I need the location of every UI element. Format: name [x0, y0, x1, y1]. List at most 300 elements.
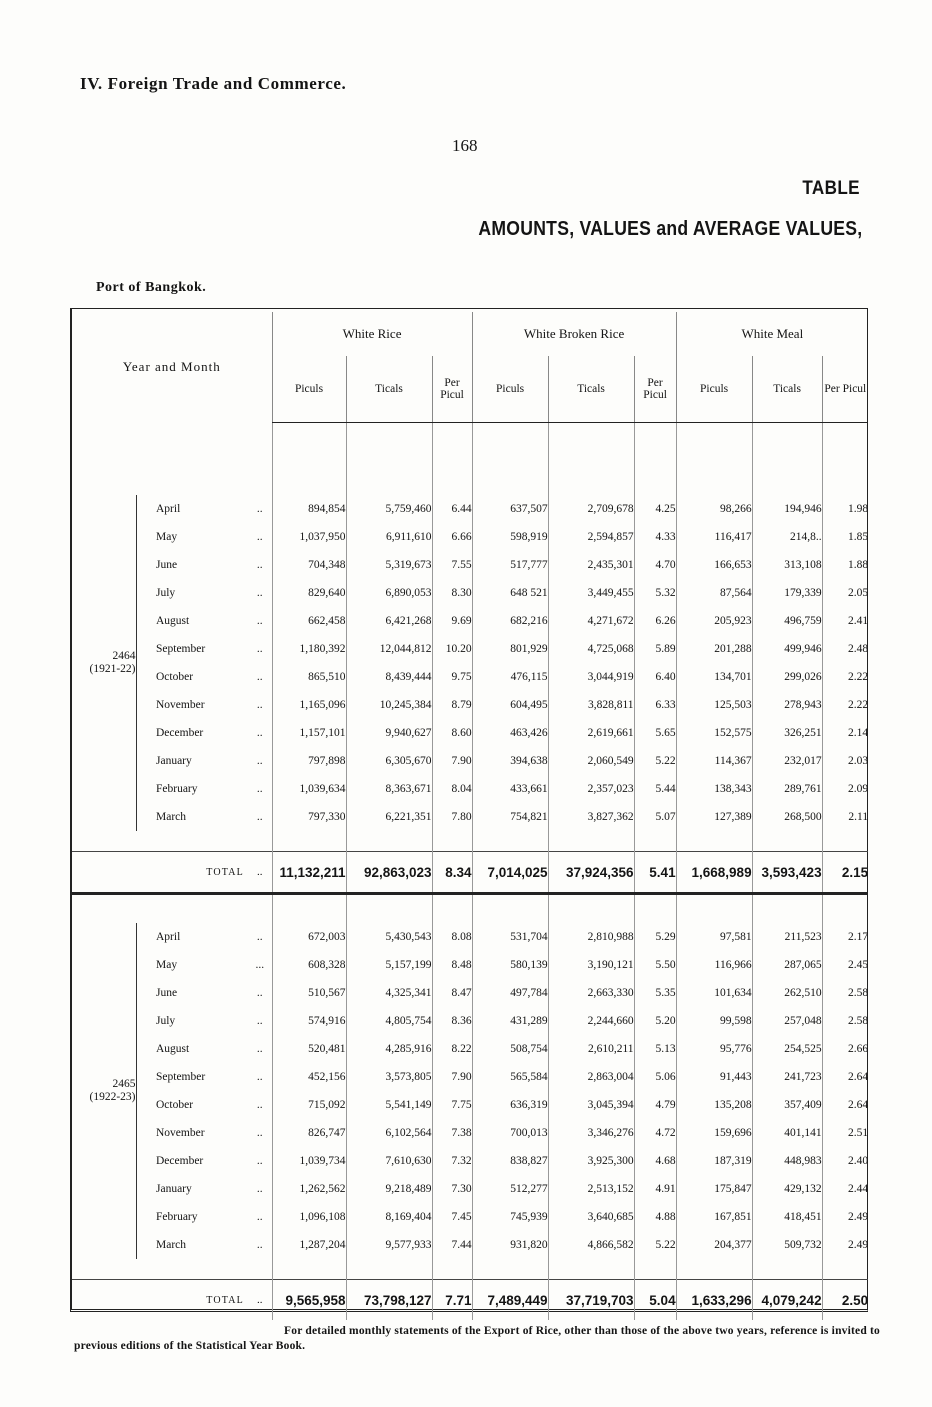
month-label: October: [156, 1099, 194, 1111]
wr-ticals-cell: 7,610,630: [346, 1147, 432, 1175]
wr-ticals-cell: 6,421,268: [346, 607, 432, 635]
wm-piculs-cell: 135,208: [676, 1091, 752, 1119]
wm-ticals-cell: 211,523: [752, 923, 822, 951]
wr-per-picul-cell: 7.75: [432, 1091, 472, 1119]
wbr-per-picul-cell: 5.13: [634, 1035, 676, 1063]
wr-per-picul-cell: 8.47: [432, 979, 472, 1007]
leader-dots: ..: [256, 987, 263, 999]
wr-per-picul-cell: 7.32: [432, 1147, 472, 1175]
wm-per-picul-cell: 2.05: [822, 579, 868, 607]
wbr-per-picul-cell: 4.91: [634, 1175, 676, 1203]
table-label: TABLE: [802, 178, 860, 199]
page-number: 168: [452, 136, 478, 155]
table-row: [72, 579, 868, 607]
leader-dots: ..: [256, 1127, 263, 1139]
spacer-row: [72, 831, 868, 852]
wm-per-picul-cell: 2.66: [822, 1035, 868, 1063]
wr-piculs-cell: 520,481: [272, 1035, 346, 1063]
wm-ticals-cell: 401,141: [752, 1119, 822, 1147]
wm-per-picul-cell: 2.40: [822, 1147, 868, 1175]
wr-per-picul-cell: 7.90: [432, 747, 472, 775]
wbr-per-picul-cell: 5.32: [634, 579, 676, 607]
wbr-ticals-total: 37,924,356: [548, 852, 634, 894]
wbr-ticals-cell: 3,044,919: [548, 663, 634, 691]
wm-piculs-total: 1,633,296: [676, 1280, 752, 1321]
wm-per-picul-cell: 2.58: [822, 1007, 868, 1035]
wbr-ticals-cell: 2,709,678: [548, 495, 634, 523]
wm-ticals-cell: 499,946: [752, 635, 822, 663]
year-be: 2465: [112, 1078, 136, 1090]
wr-ticals-cell: 6,911,610: [346, 523, 432, 551]
month-label: October: [156, 671, 194, 683]
wr-piculs-cell: 797,898: [272, 747, 346, 775]
wbr-per-picul-cell: 4.72: [634, 1119, 676, 1147]
wr-piculs-total: 9,565,958: [272, 1280, 346, 1321]
wm-ticals-cell: 179,339: [752, 579, 822, 607]
wm-ticals-total: 4,079,242: [752, 1280, 822, 1321]
wr-piculs-cell: 1,096,108: [272, 1203, 346, 1231]
wr-ticals-cell: 8,169,404: [346, 1203, 432, 1231]
month-label: May: [156, 959, 178, 971]
footnote-line-2: previous editions of the Statistical Year Book.: [74, 1340, 306, 1352]
wbr-piculs-cell: 801,929: [472, 635, 548, 663]
port-label: Port of Bangkok.: [96, 280, 207, 295]
wm-per-picul-cell: 2.09: [822, 775, 868, 803]
leader-dots: ..: [256, 1099, 263, 1111]
wm-piculs-cell: 187,319: [676, 1147, 752, 1175]
table-row: [72, 747, 868, 775]
wbr-per-picul-cell: 6.40: [634, 663, 676, 691]
wbr-per-picul-cell: 5.35: [634, 979, 676, 1007]
leader-dots: ..: [256, 671, 263, 683]
month-label: June: [156, 559, 178, 571]
wbr-piculs-cell: 636,319: [472, 1091, 548, 1119]
wm-piculs-cell: 95,776: [676, 1035, 752, 1063]
wbr-per-picul-cell: 5.22: [634, 1231, 676, 1259]
wbr-ticals-cell: 3,449,455: [548, 579, 634, 607]
wbr-per-picul-cell: 5.07: [634, 803, 676, 831]
wr-ticals-cell: 9,218,489: [346, 1175, 432, 1203]
wbr-per-picul-header: Per Picul: [634, 356, 676, 423]
wbr-piculs-cell: 433,661: [472, 775, 548, 803]
wr-per-picul-cell: 7.80: [432, 803, 472, 831]
wbr-per-picul-cell: 5.89: [634, 635, 676, 663]
wm-piculs-cell: 205,923: [676, 607, 752, 635]
rice-export-table: [72, 312, 868, 1320]
wbr-ticals-cell: 4,725,068: [548, 635, 634, 663]
leader-dots: ..: [256, 1183, 263, 1195]
wbr-per-picul-cell: 5.65: [634, 719, 676, 747]
wr-piculs-cell: 608,328: [272, 951, 346, 979]
wm-per-picul-cell: 2.58: [822, 979, 868, 1007]
wr-ticals-cell: 4,805,754: [346, 1007, 432, 1035]
wr-per-picul-cell: 7.30: [432, 1175, 472, 1203]
wm-piculs-cell: 114,367: [676, 747, 752, 775]
wbr-ticals-cell: 2,810,988: [548, 923, 634, 951]
wr-ticals-cell: 6,305,670: [346, 747, 432, 775]
month-label: April: [156, 503, 181, 515]
table-row: [72, 923, 868, 951]
leader-dots: ..: [256, 559, 263, 571]
wm-piculs-cell: 116,417: [676, 523, 752, 551]
month-label: August: [156, 1043, 190, 1055]
table-row: [72, 1119, 868, 1147]
wm-per-picul-cell: 2.14: [822, 719, 868, 747]
wm-piculs-cell: 152,575: [676, 719, 752, 747]
white-broken-rice-header: White Broken Rice: [472, 312, 676, 356]
total-label: TOTAL: [72, 852, 248, 894]
wr-per-picul-cell: 8.22: [432, 1035, 472, 1063]
wr-piculs-cell: 829,640: [272, 579, 346, 607]
wbr-ticals-header: Ticals: [548, 356, 634, 423]
table-row: [72, 635, 868, 663]
wm-per-picul-cell: 2.49: [822, 1203, 868, 1231]
wr-per-picul-cell: 8.79: [432, 691, 472, 719]
wr-ticals-cell: 8,439,444: [346, 663, 432, 691]
wm-ticals-cell: 241,723: [752, 1063, 822, 1091]
month-label: May: [156, 531, 178, 543]
wr-ticals-cell: 5,157,199: [346, 951, 432, 979]
wbr-ticals-cell: 2,060,549: [548, 747, 634, 775]
year-ce: (1921-22): [89, 663, 136, 675]
wbr-ticals-total: 37,719,703: [548, 1280, 634, 1321]
month-label: September: [156, 1071, 206, 1083]
wr-per-picul-cell: 8.30: [432, 579, 472, 607]
month-label: June: [156, 987, 178, 999]
table-row: [72, 523, 868, 551]
month-label: November: [156, 699, 205, 711]
table-row: [72, 775, 868, 803]
wr-ticals-cell: 4,285,916: [346, 1035, 432, 1063]
wm-ticals-cell: 194,946: [752, 495, 822, 523]
table-row: [72, 1063, 868, 1091]
wbr-ticals-cell: 2,357,023: [548, 775, 634, 803]
wm-ticals-cell: 268,500: [752, 803, 822, 831]
month-label: January: [156, 755, 192, 767]
wbr-ticals-cell: 2,610,211: [548, 1035, 634, 1063]
wr-piculs-cell: 662,458: [272, 607, 346, 635]
wbr-piculs-cell: 517,777: [472, 551, 548, 579]
section-title: IV. Foreign Trade and Commerce.: [80, 74, 347, 93]
white-rice-header: White Rice: [272, 312, 472, 356]
wr-piculs-cell: 865,510: [272, 663, 346, 691]
leader-dots: ..: [256, 1211, 263, 1223]
wbr-ticals-cell: 2,619,661: [548, 719, 634, 747]
wm-piculs-cell: 98,266: [676, 495, 752, 523]
wr-ticals-cell: 5,430,543: [346, 923, 432, 951]
year-month-header: Year and Month: [122, 359, 221, 375]
wm-piculs-cell: 125,503: [676, 691, 752, 719]
wm-per-picul-cell: 2.22: [822, 691, 868, 719]
wm-ticals-header: Ticals: [752, 356, 822, 423]
wm-piculs-cell: 204,377: [676, 1231, 752, 1259]
leader-dots: ..: [256, 503, 263, 515]
wbr-per-picul-cell: 5.22: [634, 747, 676, 775]
wbr-piculs-cell: 394,638: [472, 747, 548, 775]
leader-dots: ..: [256, 587, 263, 599]
wr-per-picul-cell: 8.48: [432, 951, 472, 979]
wr-piculs-cell: 715,092: [272, 1091, 346, 1119]
wr-piculs-cell: 1,262,562: [272, 1175, 346, 1203]
wr-piculs-cell: 452,156: [272, 1063, 346, 1091]
wr-per-picul-total: 7.71: [432, 1280, 472, 1321]
wbr-per-picul-total: 5.04: [634, 1280, 676, 1321]
leader-dots: ..: [256, 531, 263, 543]
wm-per-picul-cell: 2.51: [822, 1119, 868, 1147]
wbr-piculs-cell: 431,289: [472, 1007, 548, 1035]
wm-per-picul-cell: 1.88: [822, 551, 868, 579]
wr-ticals-cell: 6,221,351: [346, 803, 432, 831]
wm-per-picul-cell: 1.98: [822, 495, 868, 523]
wbr-per-picul-cell: 6.26: [634, 607, 676, 635]
wr-per-picul-cell: 7.45: [432, 1203, 472, 1231]
wm-piculs-cell: 201,288: [676, 635, 752, 663]
wbr-per-picul-cell: 4.70: [634, 551, 676, 579]
wm-ticals-cell: 299,026: [752, 663, 822, 691]
wm-piculs-cell: 166,653: [676, 551, 752, 579]
total-row: [72, 852, 868, 894]
wr-piculs-cell: 826,747: [272, 1119, 346, 1147]
leader-dots: ..: [256, 699, 263, 711]
wm-piculs-cell: 101,634: [676, 979, 752, 1007]
table-row: [72, 1035, 868, 1063]
wbr-piculs-cell: 531,704: [472, 923, 548, 951]
wr-piculs-total: 11,132,211: [272, 852, 346, 894]
month-label: March: [156, 1239, 187, 1251]
wm-ticals-cell: 509,732: [752, 1231, 822, 1259]
month-label: February: [156, 783, 198, 795]
wm-per-picul-cell: 2.64: [822, 1063, 868, 1091]
wm-ticals-cell: 496,759: [752, 607, 822, 635]
leader-dots: ..: [248, 852, 272, 894]
wm-ticals-cell: 448,983: [752, 1147, 822, 1175]
table-row: [72, 1091, 868, 1119]
wr-ticals-cell: 5,541,149: [346, 1091, 432, 1119]
wm-ticals-cell: 326,251: [752, 719, 822, 747]
wr-per-picul-cell: 6.66: [432, 523, 472, 551]
wbr-per-picul-cell: 5.50: [634, 951, 676, 979]
wbr-per-picul-cell: 4.33: [634, 523, 676, 551]
leader-dots: ..: [256, 643, 263, 655]
table-row: [72, 1147, 868, 1175]
wm-per-picul-cell: 2.49: [822, 1231, 868, 1259]
wbr-piculs-cell: 508,754: [472, 1035, 548, 1063]
month-label: September: [156, 643, 206, 655]
wbr-piculs-cell: 565,584: [472, 1063, 548, 1091]
table-row: [72, 551, 868, 579]
wbr-piculs-cell: 745,939: [472, 1203, 548, 1231]
wbr-per-picul-cell: 5.44: [634, 775, 676, 803]
wm-piculs-cell: 91,443: [676, 1063, 752, 1091]
wr-ticals-cell: 5,759,460: [346, 495, 432, 523]
month-label: January: [156, 1183, 192, 1195]
wr-per-picul-cell: 8.60: [432, 719, 472, 747]
wr-piculs-cell: 1,180,392: [272, 635, 346, 663]
wm-piculs-cell: 134,701: [676, 663, 752, 691]
leader-dots: ..: [256, 1071, 263, 1083]
footnote-line-1: For detailed monthly statements of the Export of Rice, other than those of the above two years, reference is invited to: [284, 1325, 880, 1337]
table-row: [72, 803, 868, 831]
wm-ticals-cell: 357,409: [752, 1091, 822, 1119]
leader-dots: ..: [256, 1239, 263, 1251]
leader-dots: ..: [256, 783, 263, 795]
leader-dots: ...: [255, 959, 265, 971]
month-label: November: [156, 1127, 205, 1139]
total-row: [72, 1280, 868, 1321]
spacer-row: [72, 1259, 868, 1280]
wr-ticals-cell: 8,363,671: [346, 775, 432, 803]
wr-per-picul-cell: 7.38: [432, 1119, 472, 1147]
wm-piculs-cell: 116,966: [676, 951, 752, 979]
wbr-per-picul-cell: 5.20: [634, 1007, 676, 1035]
wm-piculs-cell: 167,851: [676, 1203, 752, 1231]
wm-ticals-cell: 429,132: [752, 1175, 822, 1203]
wr-ticals-cell: 5,319,673: [346, 551, 432, 579]
wr-ticals-cell: 9,577,933: [346, 1231, 432, 1259]
wm-ticals-cell: 418,451: [752, 1203, 822, 1231]
month-label: August: [156, 615, 190, 627]
wbr-ticals-cell: 3,827,362: [548, 803, 634, 831]
total-label: TOTAL: [72, 1280, 248, 1321]
wr-per-picul-cell: 7.90: [432, 1063, 472, 1091]
wm-per-picul-header: Per Picul: [822, 356, 868, 423]
month-label: April: [156, 931, 181, 943]
table-row: [72, 719, 868, 747]
wbr-per-picul-cell: 4.79: [634, 1091, 676, 1119]
wm-per-picul-total: 2.15: [822, 852, 868, 894]
year-brace: [136, 923, 156, 1259]
wr-piculs-cell: 894,854: [272, 495, 346, 523]
table-row: [72, 495, 868, 523]
year-cell: [72, 923, 136, 1259]
wr-ticals-cell: 4,325,341: [346, 979, 432, 1007]
wr-piculs-cell: 672,003: [272, 923, 346, 951]
month-label: December: [156, 1155, 204, 1167]
wm-piculs-cell: 175,847: [676, 1175, 752, 1203]
leader-dots: ..: [256, 615, 263, 627]
month-label: February: [156, 1211, 198, 1223]
wbr-ticals-cell: 3,828,811: [548, 691, 634, 719]
wr-per-picul-cell: 7.44: [432, 1231, 472, 1259]
wr-per-picul-cell: 9.75: [432, 663, 472, 691]
wbr-piculs-cell: 476,115: [472, 663, 548, 691]
wm-ticals-cell: 289,761: [752, 775, 822, 803]
wr-per-picul-cell: 6.44: [432, 495, 472, 523]
wr-ticals-cell: 6,890,053: [346, 579, 432, 607]
table-row: [72, 1175, 868, 1203]
table-row: [72, 979, 868, 1007]
wm-per-picul-total: 2.50: [822, 1280, 868, 1321]
wbr-per-picul-cell: 5.29: [634, 923, 676, 951]
leader-dots: ..: [256, 1155, 263, 1167]
wbr-ticals-cell: 3,045,394: [548, 1091, 634, 1119]
wbr-ticals-cell: 2,513,152: [548, 1175, 634, 1203]
wr-ticals-cell: 9,940,627: [346, 719, 432, 747]
table-heading: AMOUNTS, VALUES and AVERAGE VALUES,: [477, 218, 862, 240]
wm-piculs-cell: 127,389: [676, 803, 752, 831]
wr-per-picul-cell: 8.08: [432, 923, 472, 951]
leader-dots: ..: [256, 727, 263, 739]
month-label: December: [156, 727, 204, 739]
column-group-header-row: [72, 312, 868, 356]
leader-dots: ..: [256, 811, 263, 823]
wr-piculs-cell: 510,567: [272, 979, 346, 1007]
wr-per-picul-cell: 8.04: [432, 775, 472, 803]
wm-per-picul-cell: 2.11: [822, 803, 868, 831]
wr-ticals-header: Ticals: [346, 356, 432, 423]
wbr-ticals-cell: 2,663,330: [548, 979, 634, 1007]
wbr-piculs-cell: 604,495: [472, 691, 548, 719]
wm-ticals-cell: 257,048: [752, 1007, 822, 1035]
wm-piculs-cell: 159,696: [676, 1119, 752, 1147]
leader-dots: ..: [256, 755, 263, 767]
wm-ticals-total: 3,593,423: [752, 852, 822, 894]
wbr-piculs-cell: 682,216: [472, 607, 548, 635]
table-row: [72, 1007, 868, 1035]
wr-piculs-cell: 1,039,634: [272, 775, 346, 803]
wr-piculs-cell: 1,287,204: [272, 1231, 346, 1259]
wbr-ticals-cell: 2,435,301: [548, 551, 634, 579]
wm-ticals-cell: 287,065: [752, 951, 822, 979]
table-row: [72, 1203, 868, 1231]
wr-per-picul-header: Per Picul: [432, 356, 472, 423]
wbr-ticals-cell: 3,190,121: [548, 951, 634, 979]
wbr-ticals-cell: 3,346,276: [548, 1119, 634, 1147]
wr-ticals-cell: 12,044,812: [346, 635, 432, 663]
wm-ticals-cell: 254,525: [752, 1035, 822, 1063]
wm-ticals-cell: 232,017: [752, 747, 822, 775]
wbr-ticals-cell: 3,640,685: [548, 1203, 634, 1231]
wm-ticals-cell: 262,510: [752, 979, 822, 1007]
wr-per-picul-total: 8.34: [432, 852, 472, 894]
wbr-piculs-header: Piculs: [472, 356, 548, 423]
wr-piculs-cell: 1,039,734: [272, 1147, 346, 1175]
wm-piculs-total: 1,668,989: [676, 852, 752, 894]
month-label: July: [156, 587, 176, 599]
wr-piculs-cell: 1,157,101: [272, 719, 346, 747]
wbr-piculs-cell: 463,426: [472, 719, 548, 747]
wr-piculs-cell: 1,165,096: [272, 691, 346, 719]
wm-piculs-header: Piculs: [676, 356, 752, 423]
wm-per-picul-cell: 2.17: [822, 923, 868, 951]
table-row: [72, 951, 868, 979]
wm-ticals-cell: 278,943: [752, 691, 822, 719]
wbr-per-picul-cell: 4.68: [634, 1147, 676, 1175]
wr-ticals-cell: 10,245,384: [346, 691, 432, 719]
leader-dots: ..: [248, 1280, 272, 1321]
wbr-ticals-cell: 3,925,300: [548, 1147, 634, 1175]
footnote: [74, 1324, 880, 1354]
wbr-ticals-cell: 2,863,004: [548, 1063, 634, 1091]
table-row: [72, 691, 868, 719]
wm-per-picul-cell: 2.45: [822, 951, 868, 979]
wr-ticals-total: 73,798,127: [346, 1280, 432, 1321]
wm-ticals-cell: 214,8..: [752, 523, 822, 551]
spacer-row: [72, 894, 868, 924]
wm-per-picul-cell: 2.48: [822, 635, 868, 663]
wbr-ticals-cell: 2,244,660: [548, 1007, 634, 1035]
wr-piculs-cell: 574,916: [272, 1007, 346, 1035]
year-cell: [72, 495, 136, 831]
table-row: [72, 663, 868, 691]
wm-piculs-cell: 138,343: [676, 775, 752, 803]
wr-per-picul-cell: 10.20: [432, 635, 472, 663]
wm-ticals-cell: 313,108: [752, 551, 822, 579]
wr-per-picul-cell: 7.55: [432, 551, 472, 579]
wr-piculs-cell: 797,330: [272, 803, 346, 831]
wbr-piculs-cell: 497,784: [472, 979, 548, 1007]
wbr-per-picul-cell: 6.33: [634, 691, 676, 719]
